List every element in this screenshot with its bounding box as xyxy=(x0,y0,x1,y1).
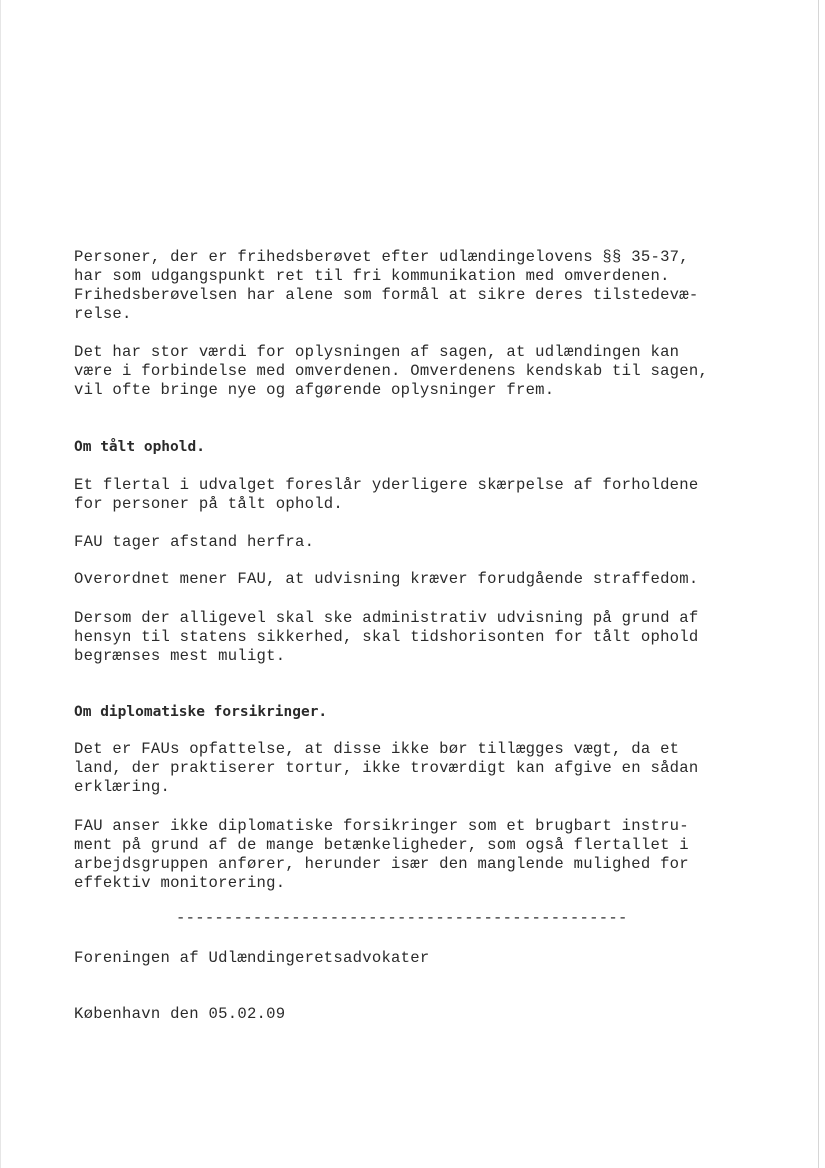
section-heading-diplomatic-assurances: Om diplomatiske forsikringer. xyxy=(74,704,328,720)
section-1-paragraph-4: Dersom der alligevel skal ske administrativ udvisning på grund af hensyn til statens sikkerhed, skal tidshorisonten for tålt ophold begrænses mest muligt. xyxy=(74,609,699,665)
intro-paragraph-2: Det har stor værdi for oplysningen af sagen, at udlændingen kan være i forbindelse med omverdenen. Omverdenens kendskab til sagen, vil ofte bringe nye og afgørende oplysninger frem. xyxy=(74,343,709,399)
page-edge-left xyxy=(0,0,1,1168)
separator-line: ----------------------------------------------- xyxy=(176,909,628,927)
signature-organisation: Foreningen af Udlændingeretsadvokater xyxy=(74,949,430,967)
section-2-paragraph-2: FAU anser ikke diplomatiske forsikringer som et brugbart instru- ment på grund af de mange betænkeligheder, som også flertallet i arbejdsgruppen anfører, herunder især den manglende mulighed for effektiv monitorering. xyxy=(74,817,689,892)
intro-paragraph-1: Personer, der er frihedsberøvet efter udlændingelovens §§ 35-37, har som udgangspunkt ret til fri kommunikation med omverdenen. Frihedsberøvelsen har alene som formål at sikre deres tilstedevæ- relse. xyxy=(74,248,699,323)
place-and-date: København den 05.02.09 xyxy=(74,1005,286,1023)
section-1-paragraph-2: FAU tager afstand herfra. xyxy=(74,533,315,551)
section-heading-toleret-ophold: Om tålt ophold. xyxy=(74,439,205,455)
section-1-paragraph-3: Overordnet mener FAU, at udvisning kræver forudgående straffedom. xyxy=(74,570,699,588)
page-edge-right xyxy=(818,0,819,1168)
section-1-paragraph-1: Et flertal i udvalget foreslår yderligere skærpelse af forholdene for personer på tålt ophold. xyxy=(74,476,699,513)
section-2-paragraph-1: Det er FAUs opfattelse, at disse ikke bør tillægges vægt, da et land, der praktiserer tortur, ikke troværdigt kan afgive en sådan erklæring. xyxy=(74,740,699,796)
